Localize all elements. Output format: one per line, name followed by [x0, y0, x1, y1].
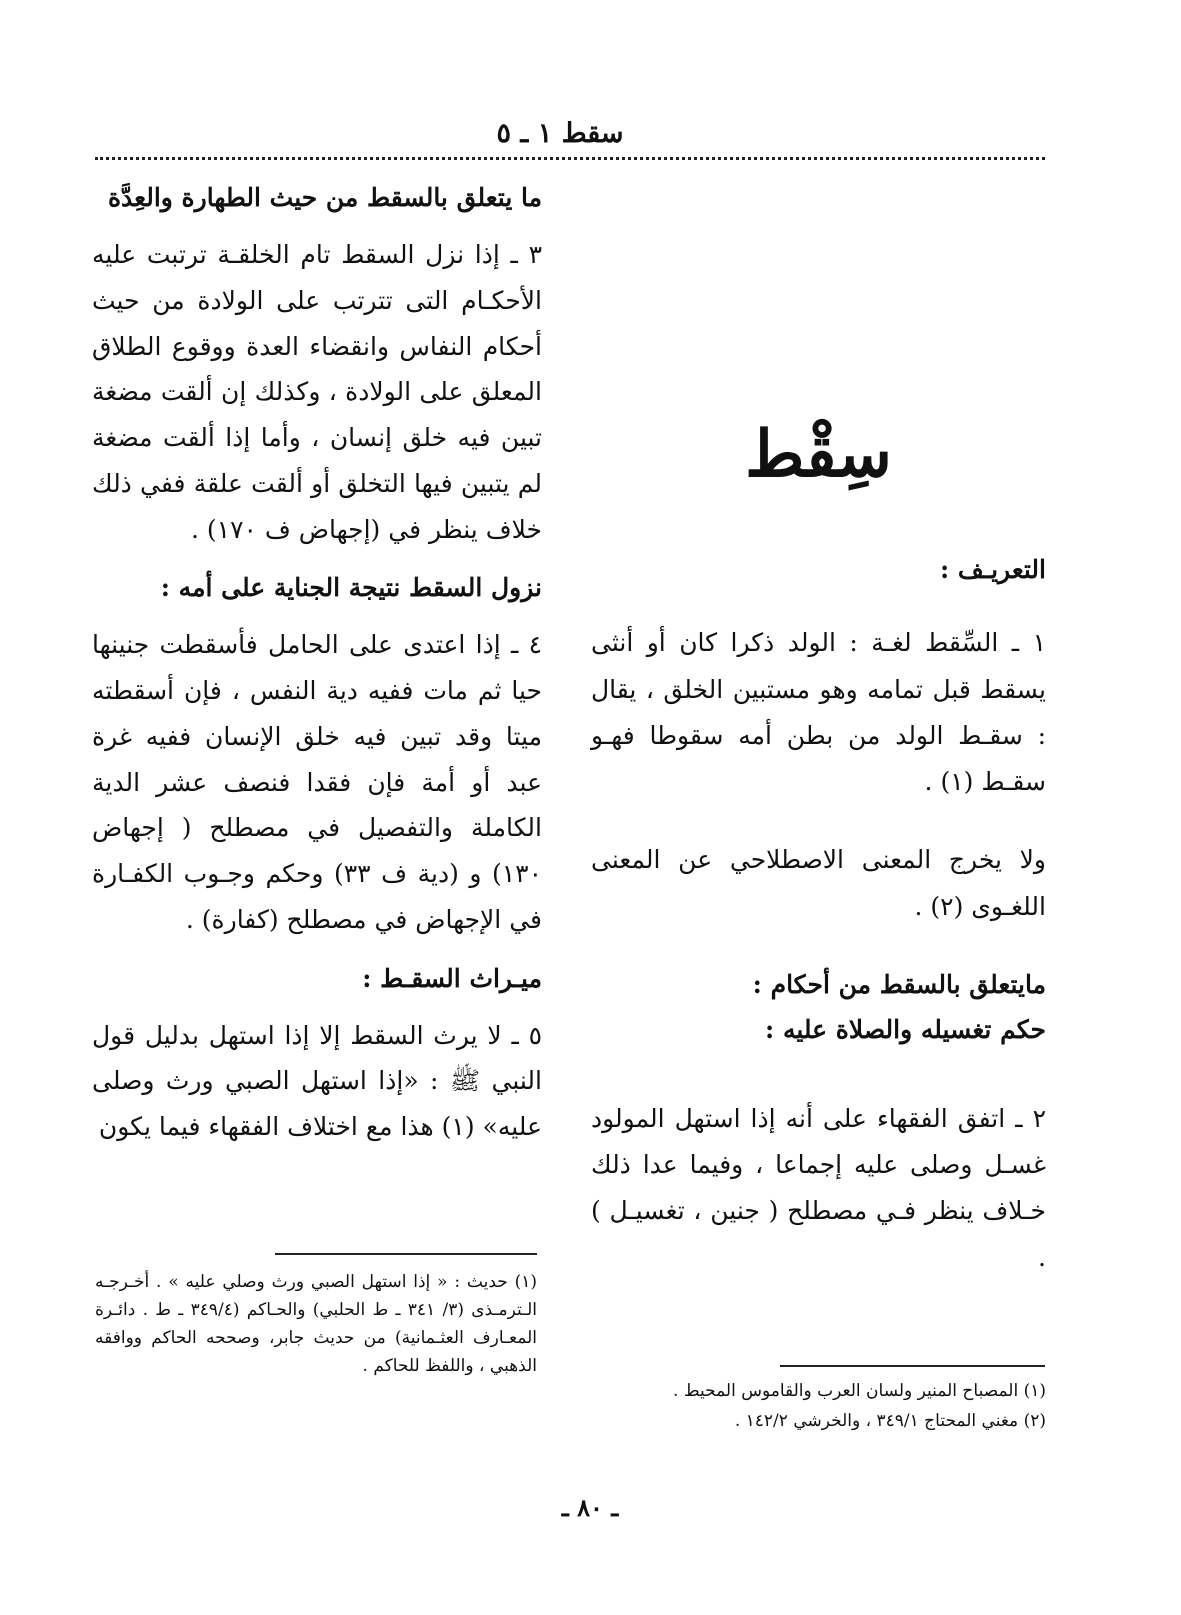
- inheritance-heading: ميـراث السقـط :: [362, 963, 542, 993]
- footnotes-right: [591, 1377, 1046, 1437]
- paragraph-3: ٢ ـ اتفق الفقهاء على أنه إذا استهل المولود غسـل وصلى عليه إجماعا ، وفيما عدا ذلك خـلاف ينظر فـي مصطلح ( جنين ، تغسيـل ) .: [591, 1103, 1046, 1272]
- footnote-divider-right: [780, 1365, 1045, 1367]
- crime-heading: نزول السقط نتيجة الجناية على أمه :: [160, 573, 542, 603]
- washing-heading: حكم تغسيله والصلاة عليه :: [765, 1014, 1046, 1044]
- footnote-left-1: (١) حديث : « إذا استهل الصبي ورث وصلي عليه » . أخـرجـه الـترمـذى (٣/ ٣٤١ ـ ط الحلبي) والحـاكم (٣٤٩/٤ ـ ط . دائـرة المعـارف العثـمانية) من حديث جابر، وصححه الحاكم ووافقه الذهبي ، واللفظ للحاكم .: [95, 1272, 537, 1377]
- footnote-divider-left: [275, 1253, 537, 1255]
- header-divider: [95, 157, 1045, 160]
- paragraph-6: ٥ ـ لا يرث السقط إلا إذا استهل بدليل قول النبي ﷺ : «إذا استهل الصبي ورث وصلى عليه» (١) هذا مع اختلاف الفقهاء فيما يكون: [92, 1020, 542, 1141]
- footnote-right-1: (١) المصباح المنير ولسان العرب والقاموس المحيط .: [673, 1381, 1046, 1401]
- purity-heading: ما يتعلق بالسقط من حيث الطهارة والعِدَّة: [107, 183, 542, 212]
- page-number: ـ ٨٠ ـ: [561, 1493, 619, 1522]
- paragraph-4: ٣ ـ إذا نزل السقط تام الخلقـة ترتبت عليه الأحكـام التى تترتب على الولادة من حيث أحكام النفاس وانقضاء العدة ووقوع الطلاق المعلق على الولادة ، وكذلك إن ألقت مضغة تبين فيه خلق إنسان ، وأما إذا ألقت مضغة لم يتبين فيها التخلق أو ألقت علقة ففي ذلك خلاف ينظر في (إجهاض ف ١٧٠) .: [92, 240, 542, 544]
- definition-heading: التعريـف :: [939, 555, 1046, 585]
- left-column: [92, 178, 542, 1166]
- footnotes-left: [95, 1268, 537, 1380]
- right-column: [591, 417, 1046, 1313]
- rulings-heading: مايتعلق بالسقط من أحكام :: [752, 969, 1046, 999]
- entry-title: سِقْط: [745, 417, 892, 492]
- running-head: سقط ١ ـ ٥: [496, 118, 624, 149]
- footnote-right-2: (٢) مغني المحتاج ٣٤٩/١ ، والخرشي ١٤٢/٢ .: [734, 1410, 1046, 1431]
- paragraph-1: ١ ـ السِّقط لغـة : الولد ذكرا كان أو أنثى يسقط قبل تمامه وهو مستبين الخلق ، يقال : سقـط الولد من بطن أمه سقوطا فهـو سقـط (١) .: [591, 628, 1046, 797]
- paragraph-2: ولا يخرج المعنى الاصطلاحي عن المعنى اللغـوى (٢) .: [591, 845, 1046, 921]
- rulings-section-headings: [591, 962, 1046, 1052]
- paragraph-5: ٤ ـ إذا اعتدى على الحامل فأسقطت جنينها حيا ثم مات ففيه دية النفس ، فإن أسقطته ميتا وقد تبين فيه خلق الإنسان ففيه غرة عبد أو أمة فإن فقدا فنصف عشر الدية الكاملة والتفصيل في مصطلح ( إجهاض ١٣٠) و (دية ف ٣٣) وحكم وجـوب الكفـارة في الإجهاض في مصطلح (كفارة) .: [92, 630, 543, 934]
